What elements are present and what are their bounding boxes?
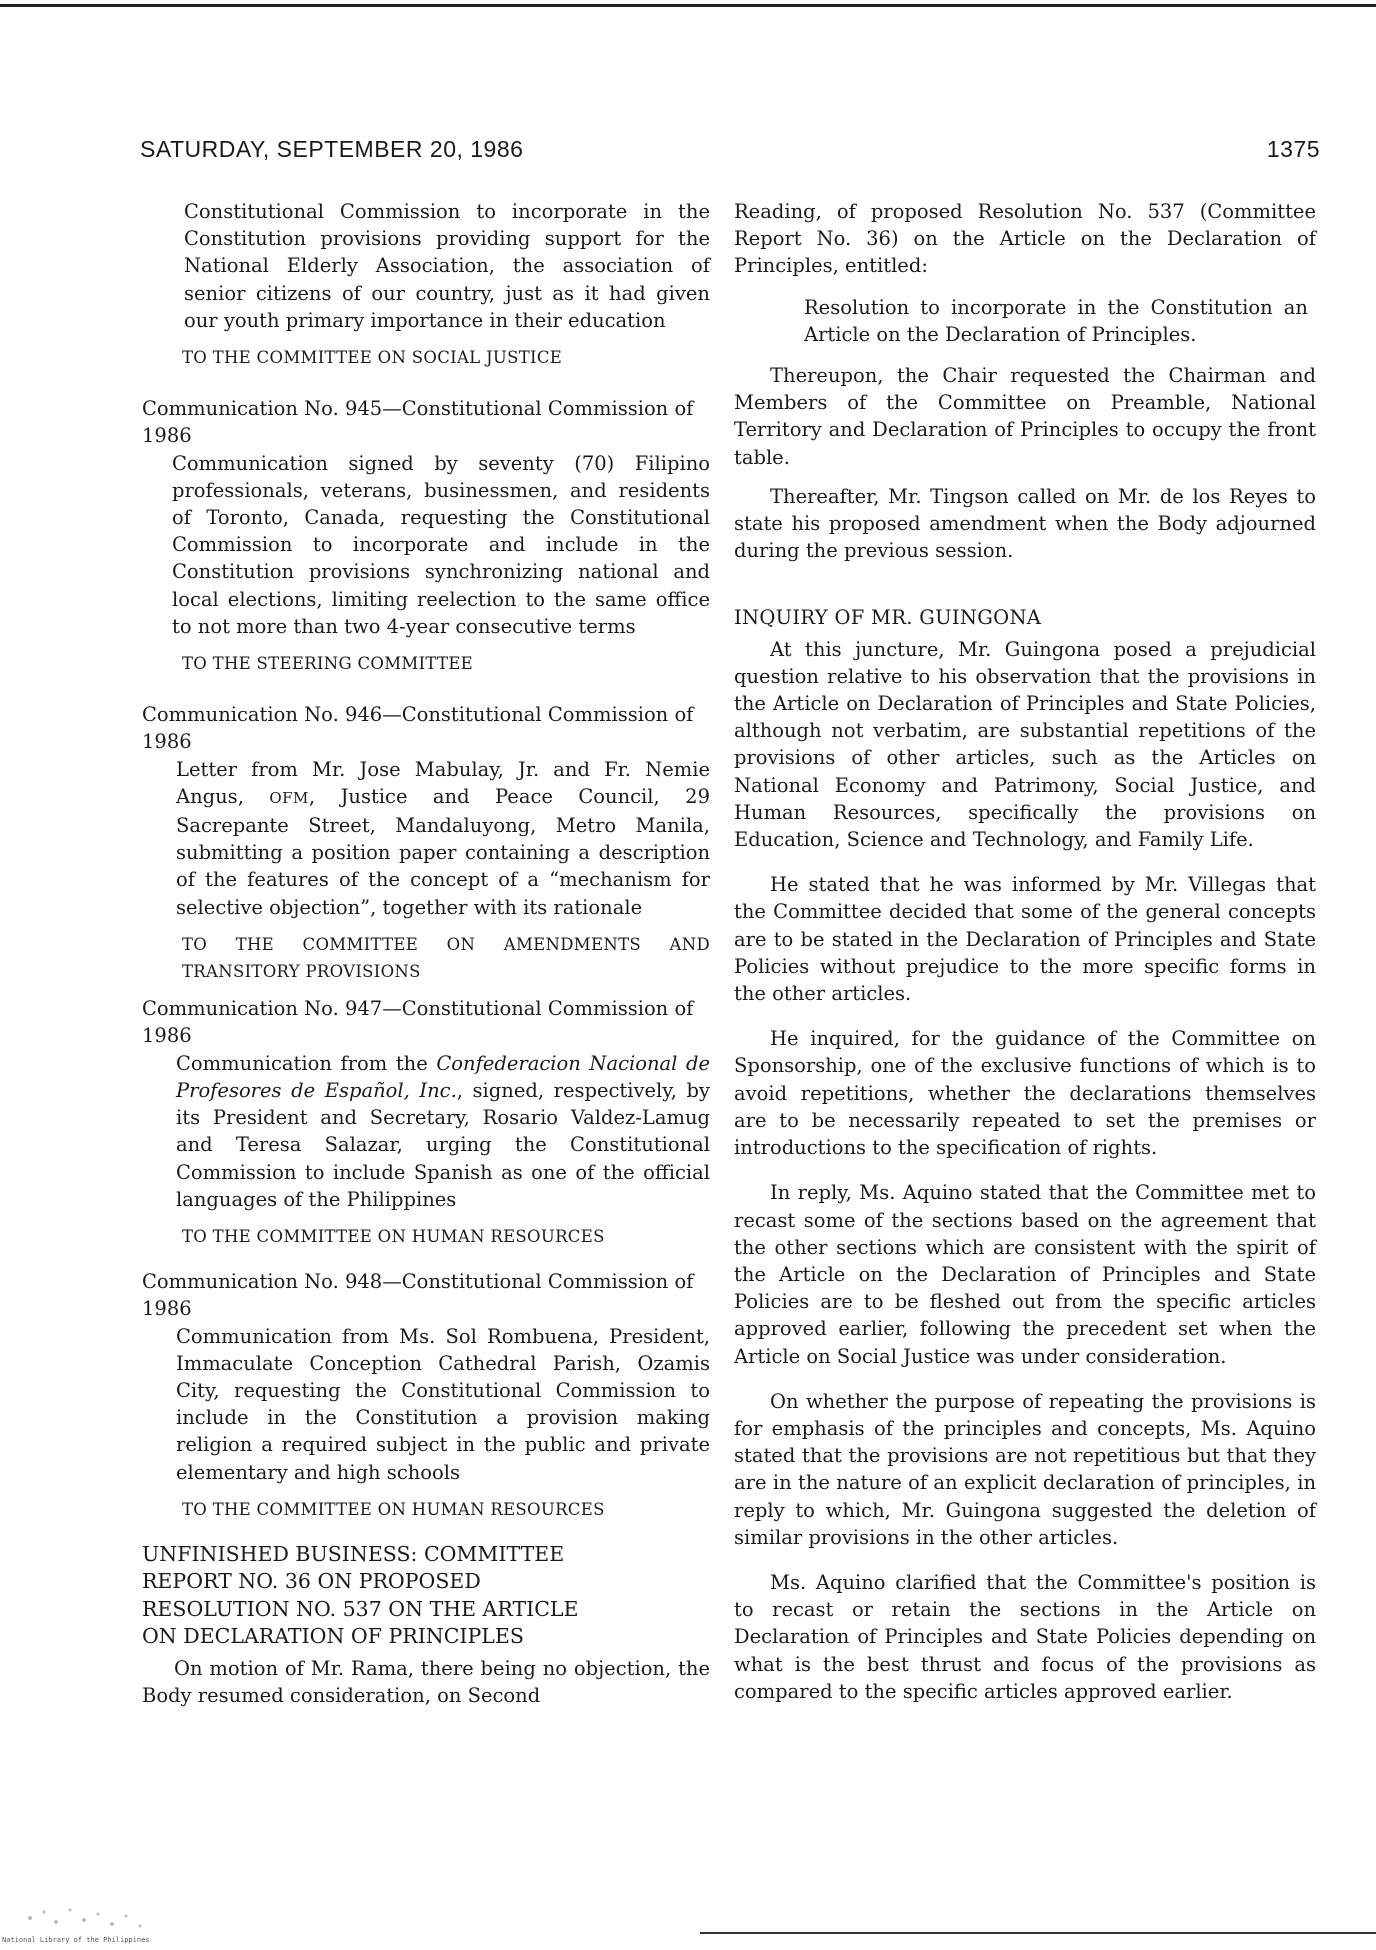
communication-946-text-a: Letter from Mr. Jose Mabulay, Jr. and Fr. Nemie Angus,	[176, 757, 710, 808]
left-column	[142, 198, 710, 1709]
paragraph-informed: He stated that he was informed by Mr. Villegas that the Committee decided that some of the general concepts are to be stated in the Declaration of Principles and State Policies without prejudice to the more specific forms in the other articles.	[734, 873, 1316, 1006]
right-column	[734, 198, 1316, 1705]
referral-human-resources-2: TO THE COMMITTEE ON HUMAN RESOURCES	[182, 1499, 605, 1519]
paragraph-whether: On whether the purpose of repeating the provisions is for emphasis of the principles and concepts, Ms. Aquino stated that the provisions are not repetitious but that they are in the nature of an explicit declaration of principles, in reply to which, Mr. Guingona suggested the deletion of similar provisions in the other articles.	[734, 1389, 1316, 1549]
communication-945-heading: Communication No. 945—Constitutional Commission of 1986	[142, 397, 694, 448]
communication-946-text-b: , Justice and Peace Council, 29 Sacrepante Street, Mandaluyong, Metro Manila, submitting a position paper containing a description of the features of the concept of a “mechanism for selective objection”, together with its rationale	[176, 784, 710, 919]
communication-946-heading: Communication No. 946—Constitutional Commission of 1986	[142, 703, 694, 754]
communication-947-body	[142, 1050, 710, 1213]
header-date: SATURDAY, SEPTEMBER 20, 1986	[140, 136, 524, 162]
communication-947-heading: Communication No. 947—Constitutional Commission of 1986	[142, 997, 694, 1048]
communication-947-text-a: Communication from the	[176, 1051, 428, 1075]
communication-947-text-b: , signed, respectively, by its President and Secretary, Rosario Valdez-Lamug and Teresa Salazar, urging the Constitutional Commission to include Spanish as one of the official languages of the Philippines	[176, 1078, 710, 1211]
top-border-rule	[0, 4, 1376, 7]
communication-945-body: Communication signed by seventy (70) Filipino professionals, veterans, businessmen, and residents of Toronto, Canada, requesting the Constitutional Commission to incorporate and include in the Constitution provisions synchronizing national and local elections, limiting reelection to the same office to not more than two 4-year consecutive terms	[172, 451, 710, 638]
footer-rule	[700, 1932, 1376, 1934]
paragraph-thereupon: Thereupon, the Chair requested the Chairman and Members of the Committee on Preamble, National Territory and Declaration of Principles to occupy the front table.	[734, 364, 1316, 469]
page-number: 1375	[1266, 136, 1320, 162]
paragraph-juncture: At this juncture, Mr. Guingona posed a prejudicial question relative to his observation that the provisions in the Article on Declaration of Principles and State Policies, although not verbatim, are substantial repetitions of the provisions of other articles, such as the Articles on National Economy and Patrimony, Social Justice, and Human Resources, specifically the provisions on Education, Science and Technology, and Family Life.	[734, 637, 1316, 852]
heading-inquiry-guingona: INQUIRY OF MR. GUINGONA	[734, 606, 1042, 630]
library-stamp-text: National Library of the Philippines	[2, 1936, 150, 1944]
paragraph-clarified: Ms. Aquino clarified that the Committee's position is to recast or retain the sections in the Article on Declaration of Principles and State Policies depending on what is the best thrust and focus of the provisions as compared to the specific articles approved earlier.	[734, 1570, 1316, 1703]
ofm-abbrev: OFM	[269, 788, 309, 807]
section-title-unfinished-business: UNFINISHED BUSINESS: COMMITTEE REPORT NO. 36 ON PROPOSED RESOLUTION NO. 537 ON THE ARTICLE ON DECLARATION OF PRINCIPLES	[142, 1541, 579, 1649]
paragraph-reply: In reply, Ms. Aquino stated that the Committee met to recast some of the sections based on the agreement that the other sections which are consistent with the spirit of the Article on the Declaration of Principles and State Policies are to be fleshed out from the specific articles approved earlier, following the precedent set when the Article on Social Justice was under consideration.	[734, 1181, 1316, 1368]
paragraph-inquired: He inquired, for the guidance of the Committee on Sponsorship, one of the exclusive functions of which is to avoid repetitions, whether the declarations themselves are to be necessarily repeated to set the premises or introductions to the specification of rights.	[734, 1027, 1316, 1160]
referral-human-resources-1: TO THE COMMITTEE ON HUMAN RESOURCES	[182, 1226, 605, 1246]
resolution-quote: Resolution to incorporate in the Constitution an Article on the Declaration of Principles.	[804, 295, 1308, 346]
referral-amendments: TO THE COMMITTEE ON AMENDMENTS AND TRANSITORY PROVISIONS	[182, 934, 710, 982]
paragraph-thereafter: Thereafter, Mr. Tingson called on Mr. de los Reyes to state his proposed amendment when the Body adjourned during the previous session.	[734, 484, 1316, 563]
referral-social-justice: TO THE COMMITTEE ON SOCIAL JUSTICE	[182, 348, 563, 368]
communication-947-org: Confederacion Nacional de Profesores de Español, Inc.	[176, 1051, 710, 1102]
communication-948-body: Communication from Ms. Sol Rombuena, President, Immaculate Conception Cathedral Parish, Ozamis City, requesting the Constitutional Commission to include in the Constitution a provision making religion a required subject in the public and private elementary and high schools	[176, 1324, 710, 1484]
communication-946-body	[142, 756, 710, 921]
referral-steering: TO THE STEERING COMMITTEE	[182, 654, 474, 674]
paragraph-reading: Reading, of proposed Resolution No. 537 (Committee Report No. 36) on the Article on the Declaration of Principles, entitled:	[734, 200, 1316, 278]
communication-948-heading: Communication No. 948—Constitutional Commission of 1986	[142, 1270, 694, 1321]
paragraph-intro: Constitutional Commission to incorporate in the Constitution provisions providing support for the National Elderly Association, the association of senior citizens of our country, just as it had given our youth primary importance in their education	[184, 200, 710, 332]
paragraph-motion: On motion of Mr. Rama, there being no objection, the Body resumed consideration, on Second	[142, 1656, 710, 1708]
page-header	[140, 136, 1320, 166]
